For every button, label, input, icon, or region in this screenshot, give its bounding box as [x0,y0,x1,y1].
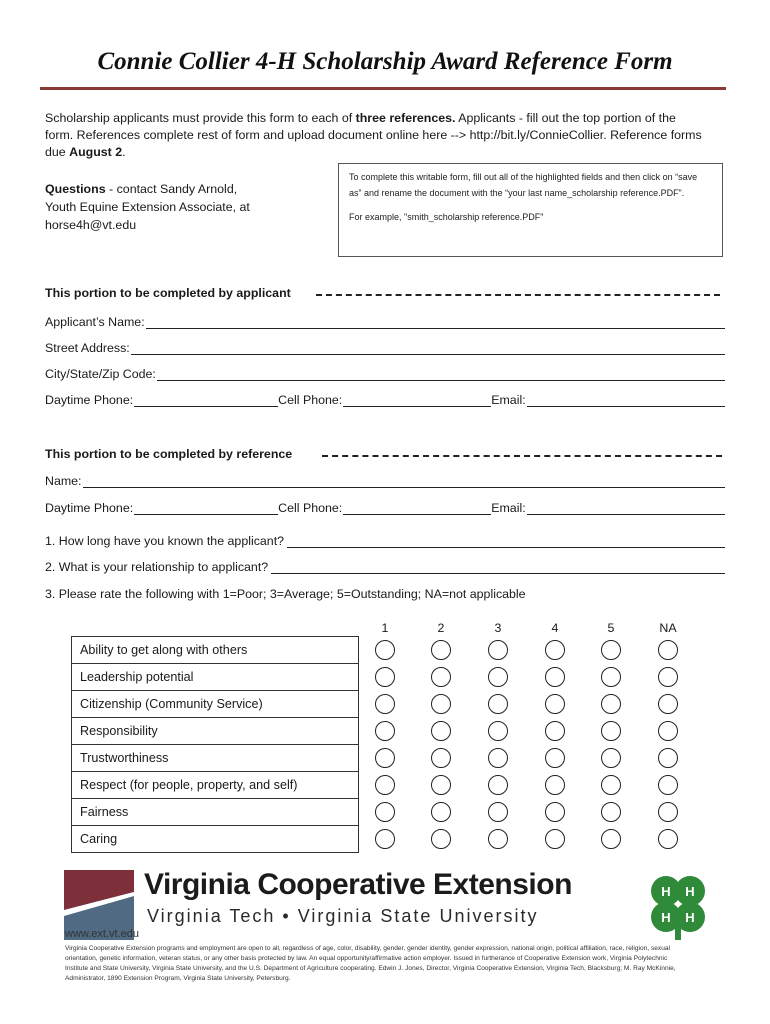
footer [64,868,714,982]
question-2-input[interactable] [271,560,725,574]
rating-radio-4[interactable] [545,694,565,714]
intro-bold-2: August 2 [69,145,123,159]
form-title: Connie Collier 4-H Scholarship Award Reference Form [97,48,673,75]
rating-row [72,718,359,745]
intro-text-2: Applicants - fill out the top portion of the form. References complete rest of form and upload document online here --> http://bit.ly/ConnieCollier. Reference forms due [45,111,702,159]
rating-row-label: Ability to get along with others [72,637,359,664]
rating-radio-na[interactable] [658,775,678,795]
applicant-name-label: Applicant’s Name: [45,315,145,329]
rating-radio-3[interactable] [488,667,508,687]
rating-radio-4[interactable] [545,640,565,660]
rating-row [72,691,359,718]
rating-radio-2[interactable] [431,802,451,822]
applicant-email-label: Email: [491,393,526,407]
rating-radio-na[interactable] [658,829,678,849]
rating-radio-2[interactable] [431,721,451,741]
reference-cell-phone-input[interactable] [343,501,491,515]
rating-radio-1[interactable] [375,667,395,687]
rating-radio-4[interactable] [545,748,565,768]
rating-radio-na[interactable] [658,721,678,741]
rating-row [72,799,359,826]
reference-cell-phone-label: Cell Phone: [278,501,343,515]
street-address-label: Street Address: [45,341,130,355]
rating-radio-5[interactable] [601,640,621,660]
reference-phone-row [45,499,725,515]
reference-email-input[interactable] [527,501,725,515]
rating-radio-5[interactable] [601,802,621,822]
rating-radio-2[interactable] [431,829,451,849]
questions-text-1: - contact Sandy Arnold, [105,182,238,196]
title-underline [40,87,726,90]
rating-radio-na[interactable] [658,667,678,687]
rating-row-label: Caring [72,826,359,853]
rating-col-5: 5 [607,621,615,635]
rating-row-label: Responsibility [72,718,359,745]
rating-radio-2[interactable] [431,748,451,768]
rating-radio-1[interactable] [375,829,395,849]
rating-col-1: 1 [381,621,389,635]
rating-radio-5[interactable] [601,748,621,768]
rating-radio-5[interactable] [601,667,621,687]
rating-radio-4[interactable] [545,667,565,687]
reference-email-label: Email: [491,501,526,515]
intro-paragraph [45,110,705,161]
applicant-name-field[interactable] [45,313,725,329]
rating-radio-3[interactable] [488,802,508,822]
rating-radio-3[interactable] [488,829,508,849]
applicant-day-phone-input[interactable] [134,393,278,407]
applicant-name-input[interactable] [146,315,725,329]
rating-radio-3[interactable] [488,721,508,741]
question-1-field[interactable] [45,534,725,548]
questions-text-2: Youth Equine Extension Associate, at [45,200,250,214]
instructions-example: For example, "smith_scholarship reference.PDF" [349,212,544,222]
org-name: Virginia Cooperative Extension [144,868,572,901]
question-1-input[interactable] [287,534,725,548]
rating-row-label: Citizenship (Community Service) [72,691,359,718]
rating-radio-1[interactable] [375,721,395,741]
rating-radio-5[interactable] [601,829,621,849]
rating-row [72,826,359,853]
reference-name-field[interactable] [45,472,725,488]
rating-row-label: Fairness [72,799,359,826]
rating-row [72,664,359,691]
rating-radio-na[interactable] [658,802,678,822]
rating-radio-1[interactable] [375,640,395,660]
applicant-section-heading: This portion to be completed by applicant [45,286,291,300]
rating-row-label: Respect (for people, property, and self) [72,772,359,799]
rating-radio-1[interactable] [375,775,395,795]
rating-radio-3[interactable] [488,775,508,795]
instructions-box [338,163,723,257]
reference-name-label: Name: [45,474,82,488]
svg-text:H: H [685,884,695,899]
rating-radio-1[interactable] [375,748,395,768]
applicant-cell-phone-label: Cell Phone: [278,393,343,407]
reference-section-heading: This portion to be completed by reference [45,447,293,461]
rating-col-3: 3 [494,621,502,635]
question-1-label: 1. How long have you known the applicant? [45,534,285,548]
questions-contact [45,180,325,234]
rating-col-na: NA [659,621,677,635]
reference-name-input[interactable] [83,474,726,488]
university-names: Virginia Tech • Virginia State University [147,906,539,926]
rating-radio-4[interactable] [545,775,565,795]
rating-radio-2[interactable] [431,667,451,687]
svg-text:H: H [685,910,695,925]
svg-text:H: H [661,884,671,899]
rating-radio-3[interactable] [488,748,508,768]
intro-text-1: Scholarship applicants must provide this form to each of [45,111,356,125]
rating-row [72,637,359,664]
intro-text-3: . [122,145,126,159]
street-address-field[interactable] [45,339,725,355]
applicant-email-input[interactable] [527,393,725,407]
org-url[interactable]: www.ext.vt.edu [65,928,139,940]
questions-email[interactable]: horse4h@vt.edu [45,218,137,232]
rating-radio-3[interactable] [488,640,508,660]
city-state-zip-label: City/State/Zip Code: [45,367,156,381]
questions-label: Questions [45,182,106,196]
rating-radio-5[interactable] [601,694,621,714]
rating-radio-2[interactable] [431,775,451,795]
rating-radio-4[interactable] [545,829,565,849]
rating-radio-na[interactable] [658,640,678,660]
rating-radio-2[interactable] [431,640,451,660]
rating-radio-4[interactable] [545,721,565,741]
rating-row-label: Leadership potential [72,664,359,691]
rating-row [72,745,359,772]
rating-radio-5[interactable] [601,775,621,795]
city-state-zip-input[interactable] [157,367,725,381]
reference-day-phone-label: Daytime Phone: [45,501,134,515]
question-2-label: 2. What is your relationship to applicant? [45,560,269,574]
rating-radio-na[interactable] [658,694,678,714]
city-state-zip-field[interactable] [45,365,725,381]
rating-radio-1[interactable] [375,694,395,714]
instructions-text: To complete this writable form, fill out all of the highlighted fields and then click on “save as” and rename the document with the “your last name_scholarship reference.PDF”. [349,172,698,198]
4h-clover-icon [644,871,712,941]
applicant-section-divider [316,294,720,296]
rating-col-2: 2 [437,621,445,635]
nondiscrimination-statement: Virginia Cooperative Extension programs and employment are open to all, regardless of age, color, disability, gender, gender identity, gender expression, national origin, political affiliation, race, religion, sexual orientation, genetic information, veteran status, or any other basis protected by law. An equal opportunity/affirmative action employer. Issued in furtherance of Cooperative Extension work, Virginia Polytechnic Institute and State University, Virginia State University, and the U.S. Department of Agriculture cooperating. Edwin J. Jones, Director, Virginia Cooperative Extension, Virginia Tech, Blacksburg; M. Ray McKinnie, Administrator, 1890 Extension Program, Virginia State University, Petersburg. [65,945,676,982]
rating-row-label: Trustworthiness [72,745,359,772]
question-2-field[interactable] [45,560,725,574]
intro-bold-1: three references. [355,111,456,125]
applicant-cell-phone-input[interactable] [343,393,491,407]
svg-text:H: H [661,910,671,925]
rating-table [71,636,359,853]
applicant-phone-row [45,391,725,407]
street-address-input[interactable] [131,341,725,355]
rating-radio-5[interactable] [601,721,621,741]
reference-section-divider [322,455,722,457]
rating-row [72,772,359,799]
rating-col-4: 4 [551,621,559,635]
rating-radio-na[interactable] [658,748,678,768]
reference-day-phone-input[interactable] [134,501,278,515]
rating-radio-1[interactable] [375,802,395,822]
applicant-day-phone-label: Daytime Phone: [45,393,134,407]
rating-radio-4[interactable] [545,802,565,822]
rating-radio-3[interactable] [488,694,508,714]
question-3-label: 3. Please rate the following with 1=Poor; 3=Average; 5=Outstanding; NA=not applicable [45,587,526,601]
rating-radio-2[interactable] [431,694,451,714]
